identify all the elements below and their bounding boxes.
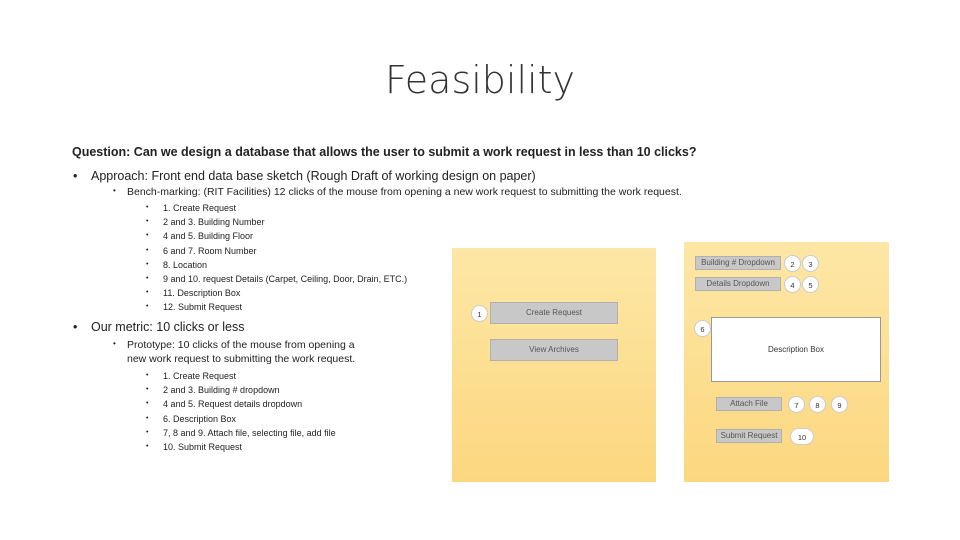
building-dropdown[interactable]: Building # Dropdown [695, 256, 781, 270]
question-text: Question: Can we design a database that allows the user to submit a work request in less than 10 clicks? [72, 145, 697, 159]
step-badge-5: 5 [802, 276, 819, 293]
submit-request-button[interactable]: Submit Request [716, 429, 782, 443]
bullet-icon: • [73, 169, 78, 183]
slide-title: Feasibility [385, 58, 575, 102]
description-box[interactable]: Description Box [711, 317, 881, 382]
step-badge-7: 7 [788, 396, 805, 413]
bullet-icon: • [113, 186, 116, 195]
metric-text: Our metric: 10 clicks or less [91, 320, 245, 334]
step-badge-3: 3 [802, 255, 819, 272]
bullet-icon: • [73, 320, 78, 334]
create-request-button[interactable]: Create Request [490, 302, 618, 324]
bullet-icon: • [113, 339, 116, 348]
prototype-line-2: new work request to submitting the work request. [127, 353, 356, 365]
approach-text: Approach: Front end data base sketch (Rough Draft of working design on paper) [91, 169, 536, 183]
details-dropdown[interactable]: Details Dropdown [695, 277, 781, 291]
benchmark-text: Bench-marking: (RIT Facilities) 12 clicks of the mouse from opening a new work request to submitting the work request. [127, 186, 682, 198]
step-badge-4: 4 [784, 276, 801, 293]
step-badge-9: 9 [831, 396, 848, 413]
step-badge-6: 6 [694, 320, 711, 337]
left-sketch-panel [452, 248, 656, 482]
step-badge-1: 1 [471, 305, 488, 322]
step-badge-8: 8 [809, 396, 826, 413]
step-badge-2: 2 [784, 255, 801, 272]
view-archives-button[interactable]: View Archives [490, 339, 618, 361]
step-badge-10: 10 [790, 428, 814, 445]
attach-file-button[interactable]: Attach File [716, 397, 782, 411]
prototype-line-1: Prototype: 10 clicks of the mouse from opening a [127, 339, 355, 351]
